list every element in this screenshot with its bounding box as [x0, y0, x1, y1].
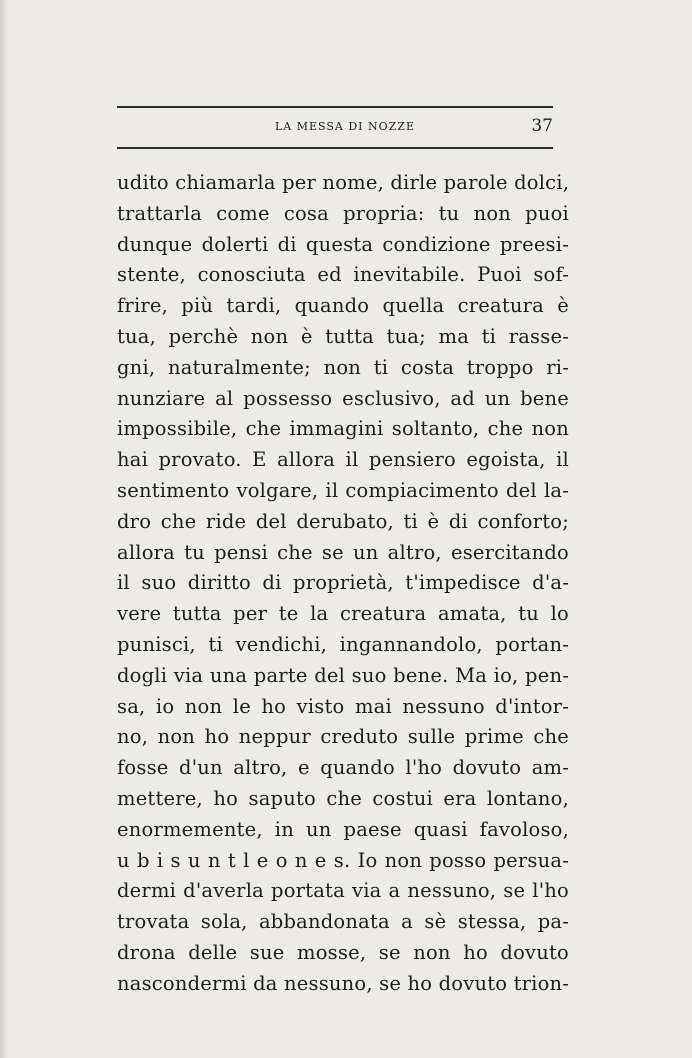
text-line: impossibile, che immagini soltanto, che non: [117, 417, 569, 441]
text-line: dermi d'averla portata via a nessuno, se l'ho: [117, 879, 569, 903]
text-line: no, non ho neppur creduto sulle prime che: [117, 725, 569, 749]
text-line: trovata sola, abbandonata a sè stessa, pa-: [117, 910, 569, 934]
text-line: trattarla come cosa propria: tu non puoi: [117, 201, 569, 225]
text-line: stente, conosciuta ed inevitabile. Puoi sof-: [117, 263, 569, 287]
running-title: LA MESSA DI NOZZE: [275, 120, 415, 133]
text-line: dro che ride del derubato, ti è di conforto;: [117, 509, 569, 533]
text-line: il suo diritto di proprietà, t'impedisce d'a-: [117, 571, 569, 595]
text-line: mettere, ho saputo che costui era lontano,: [117, 786, 569, 810]
text-line: nascondermi da nessuno, se ho dovuto trion-: [117, 971, 570, 995]
text-line: tua, perchè non è tutta tua; ma ti rasse-: [117, 324, 569, 348]
text-line: sentimento volgare, il compiacimento del la-: [117, 478, 569, 502]
text-line: nunziare al possesso esclusivo, ad un bene: [117, 386, 569, 410]
text-line: hai provato. E allora il pensiero egoista, il: [117, 448, 569, 472]
text-line: udito chiamarla per nome, dirle parole dolci,: [117, 171, 570, 194]
text-line: punisci, ti vendichi, ingannandolo, portan-: [117, 632, 569, 656]
text-line: enormemente, in un paese quasi favoloso,: [117, 817, 569, 841]
page-edge-shadow: [0, 0, 8, 1058]
text-line: dunque dolerti di questa condizione preesi-: [117, 232, 569, 256]
header-rule-top: [117, 106, 553, 108]
text-line: sa, io non le ho visto mai nessuno d'intor-: [117, 694, 569, 718]
text-line: u b i s u n t l e o n e s. Io non posso persua-: [117, 848, 569, 872]
text-line: frire, più tardi, quando quella creatura è: [117, 294, 569, 318]
text-line: allora tu pensi che se un altro, esercitando: [117, 540, 569, 564]
body-text: [117, 168, 569, 1000]
page-header: [117, 116, 553, 138]
header-rule-bottom: [117, 147, 553, 149]
text-line: gni, naturalmente; non ti costa troppo ri-: [117, 355, 569, 379]
text-line: drona delle sue mosse, se non ho dovuto: [117, 940, 569, 964]
text-line: fosse d'un altro, e quando l'ho dovuto am-: [117, 756, 569, 780]
text-line: dogli via una parte del suo bene. Ma io, pen-: [117, 663, 569, 687]
page-number: 37: [531, 116, 553, 136]
text-line: vere tutta per te la creatura amata, tu lo: [117, 602, 569, 626]
